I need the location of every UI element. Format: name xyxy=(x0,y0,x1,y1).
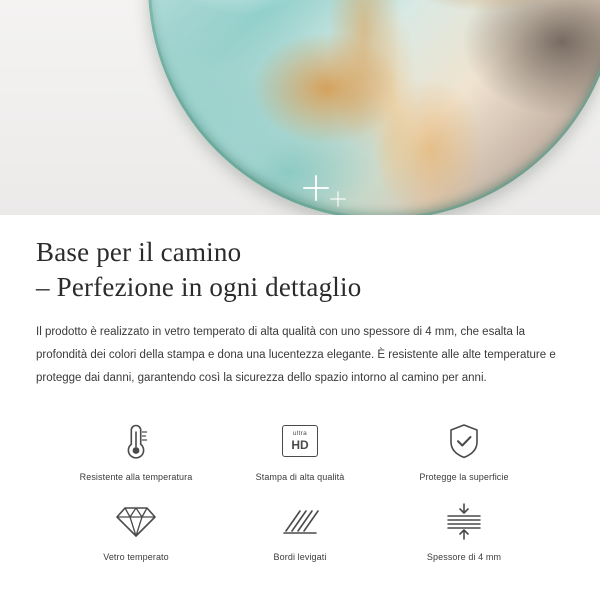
ultra-hd-badge-top: ultra xyxy=(292,430,308,438)
ultra-hd-icon xyxy=(277,418,323,464)
headline-line-1: Base per il camino xyxy=(36,237,242,267)
feature-item-surface-protection xyxy=(382,412,546,486)
feature-label: Vetro temperato xyxy=(103,552,169,563)
feature-label: Spessore di 4 mm xyxy=(426,552,502,563)
feature-item-print-quality xyxy=(218,412,382,486)
feature-label: Protegge la superficie xyxy=(419,472,509,483)
glass-plate-product-image xyxy=(148,0,600,215)
feature-label: Bordi levigati xyxy=(273,552,327,563)
diamond-icon xyxy=(113,498,159,544)
feature-grid xyxy=(36,412,564,566)
content-area xyxy=(0,235,600,566)
thermometer-icon xyxy=(113,418,159,464)
polished-edges-icon xyxy=(277,498,323,544)
feature-item-polished-edges xyxy=(218,492,382,566)
feature-item-tempered-glass xyxy=(54,492,218,566)
shield-check-icon xyxy=(441,418,487,464)
page-title xyxy=(36,235,564,305)
feature-label: Resistente alla temperatura xyxy=(79,472,193,483)
body-paragraph: Il prodotto è realizzato in vetro temperato di alta qualità con uno spessore di 4 mm, che esalta la profondità dei colori della stampa e dona una lucentezza elegante. È resistente alle alte temperature e protegge dai danni, garantendo così la sicurezza dello spazio intorno al camino per anni. xyxy=(36,326,556,385)
feature-item-temperature-resistant xyxy=(54,412,218,486)
feature-item-thickness xyxy=(382,492,546,566)
ultra-hd-badge-bottom: HD xyxy=(291,437,309,452)
thickness-arrows-icon xyxy=(441,498,487,544)
hero-image xyxy=(0,0,600,215)
feature-label: Stampa di alta qualità xyxy=(255,472,345,483)
headline-line-2: – Perfezione in ogni dettaglio xyxy=(36,272,362,303)
